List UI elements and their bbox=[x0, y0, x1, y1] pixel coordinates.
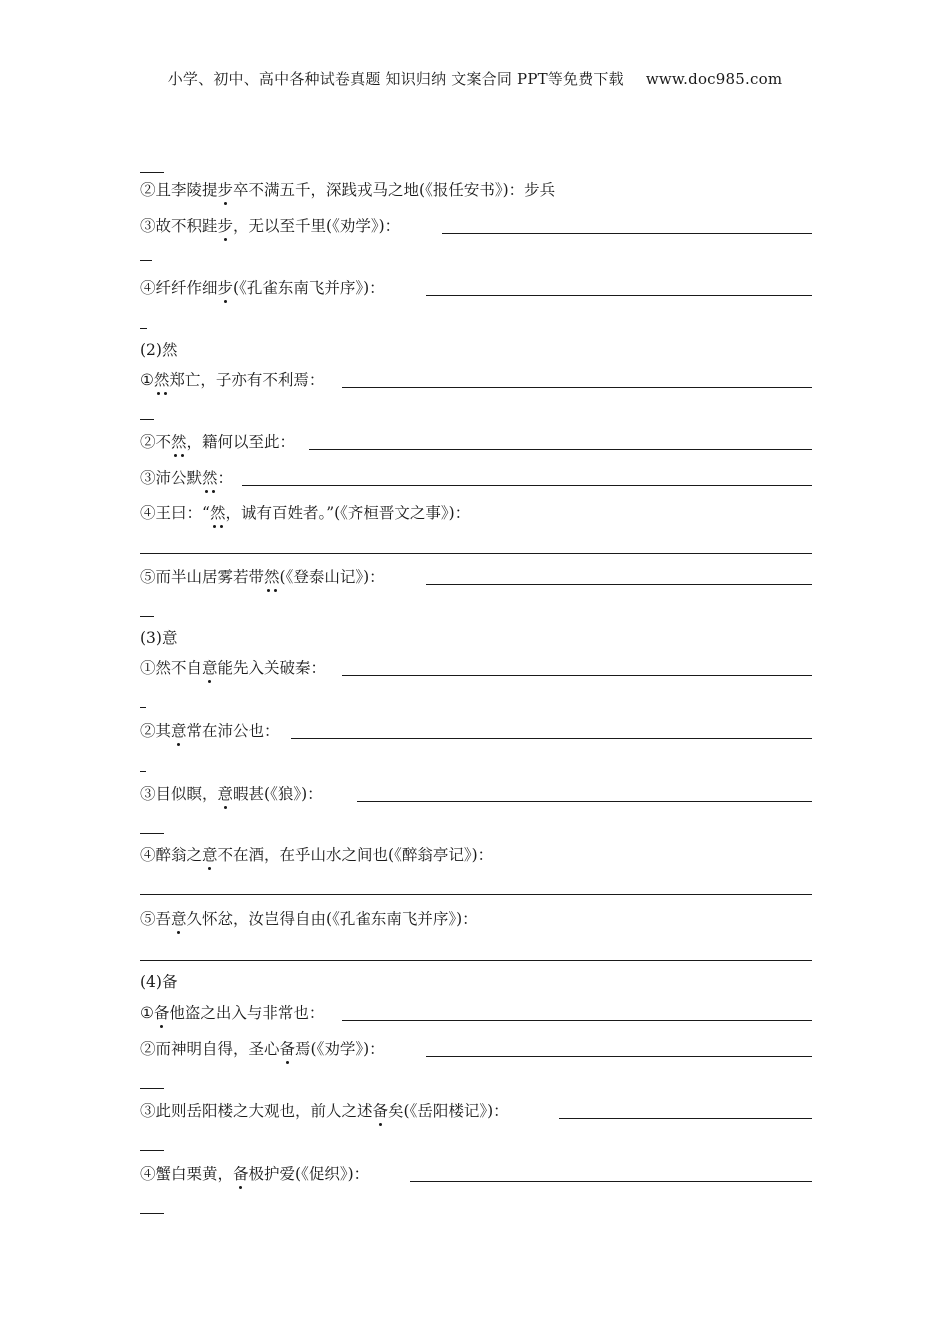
item-ran-5: ⑤而半山居雾若带然(《登泰山记》)： bbox=[140, 565, 812, 589]
answer-line-stub bbox=[140, 1150, 164, 1151]
answer-line-stub bbox=[140, 1213, 164, 1214]
answer-line[interactable] bbox=[342, 387, 812, 388]
item-bei-3: ③此则岳阳楼之大观也，前人之述备矣(《岳阳楼记》)： bbox=[140, 1099, 812, 1123]
section-bei: (4)备 bbox=[140, 973, 178, 991]
emphasized-char: 然 bbox=[202, 466, 218, 490]
answer-line-stub bbox=[140, 260, 152, 261]
answer-line[interactable] bbox=[140, 960, 812, 961]
item-ran-4: ④王曰：“然，诚有百姓者。”(《齐桓晋文之事》)： bbox=[140, 501, 812, 525]
item-bu-3: ③故不积跬步，无以至千里(《劝学》)： bbox=[140, 214, 812, 238]
item-yi-3: ③目似瞑，意暇甚(《狼》)： bbox=[140, 782, 812, 806]
answer-line-stub bbox=[140, 616, 154, 617]
emphasized-char: 步 bbox=[218, 214, 234, 238]
answer-line[interactable] bbox=[559, 1118, 812, 1119]
emphasized-char: 然 bbox=[154, 368, 170, 392]
emphasized-char: 意 bbox=[202, 656, 218, 680]
item-bu-2: ②且李陵提步卒不满五千，深践戎马之地(《报任安书》)：步兵 bbox=[140, 178, 812, 202]
emphasized-char: 意 bbox=[218, 782, 234, 806]
emphasized-char: 步 bbox=[218, 276, 234, 300]
emphasized-char: 备 bbox=[233, 1162, 249, 1186]
answer-line-stub bbox=[140, 707, 146, 708]
item-bei-1: ①备他盗之出入与非常也： bbox=[140, 1001, 812, 1025]
answer-line[interactable] bbox=[291, 738, 812, 739]
item-ran-2: ②不然，籍何以至此： bbox=[140, 430, 812, 454]
section-yi: (3)意 bbox=[140, 629, 178, 647]
item-yi-2: ②其意常在沛公也： bbox=[140, 719, 812, 743]
answer-line[interactable] bbox=[309, 449, 812, 450]
answer-line-stub bbox=[140, 419, 154, 420]
answer-line-stub bbox=[140, 771, 146, 772]
emphasized-char: 备 bbox=[280, 1037, 296, 1061]
header-site[interactable]: www.doc985.com bbox=[645, 70, 783, 88]
item-yi-5: ⑤吾意久怀忿，汝岂得自由(《孔雀东南飞并序》)： bbox=[140, 907, 812, 931]
answer-line[interactable] bbox=[140, 553, 812, 554]
emphasized-char: 然 bbox=[171, 430, 187, 454]
item-ran-3: ③沛公默然： bbox=[140, 466, 812, 490]
section-ran: (2)然 bbox=[140, 341, 178, 359]
answer-line[interactable] bbox=[426, 584, 812, 585]
item-yi-1: ①然不自意能先入关破秦： bbox=[140, 656, 812, 680]
answer-line[interactable] bbox=[442, 233, 812, 234]
emphasized-char: 备 bbox=[373, 1099, 389, 1123]
page-header bbox=[0, 68, 950, 89]
answer-line[interactable] bbox=[342, 675, 812, 676]
answer-line[interactable] bbox=[410, 1181, 812, 1182]
header-text: 小学、初中、高中各种试卷真题 知识归纳 文案合同 PPT等免费下载 bbox=[167, 70, 624, 88]
emphasized-char: 意 bbox=[202, 843, 218, 867]
item-yi-4: ④醉翁之意不在酒，在乎山水之间也(《醉翁亭记》)： bbox=[140, 843, 812, 867]
emphasized-char: 备 bbox=[154, 1001, 170, 1025]
emphasized-char: 意 bbox=[171, 907, 187, 931]
answer-line-stub bbox=[140, 172, 164, 173]
answer-line-stub bbox=[140, 833, 164, 834]
item-bei-4: ④蟹白栗黄，备极护爱(《促织》)： bbox=[140, 1162, 812, 1186]
answer-line-stub bbox=[140, 328, 147, 329]
emphasized-char: 意 bbox=[171, 719, 187, 743]
answer-line[interactable] bbox=[357, 801, 812, 802]
item-ran-1: ①然郑亡，子亦有不利焉： bbox=[140, 368, 812, 392]
item-bu-4: ④纤纤作细步(《孔雀东南飞并序》)： bbox=[140, 276, 812, 300]
answer-line[interactable] bbox=[242, 485, 812, 486]
answer-line[interactable] bbox=[140, 894, 812, 895]
answer-line[interactable] bbox=[426, 1056, 812, 1057]
answer-line-stub bbox=[140, 1088, 164, 1089]
emphasized-char: 然 bbox=[264, 565, 280, 589]
item-bei-2: ②而神明自得，圣心备焉(《劝学》)： bbox=[140, 1037, 812, 1061]
emphasized-char: 步 bbox=[218, 178, 234, 202]
answer-line[interactable] bbox=[342, 1020, 812, 1021]
answer-line[interactable] bbox=[426, 295, 812, 296]
emphasized-char: 然 bbox=[210, 501, 226, 525]
